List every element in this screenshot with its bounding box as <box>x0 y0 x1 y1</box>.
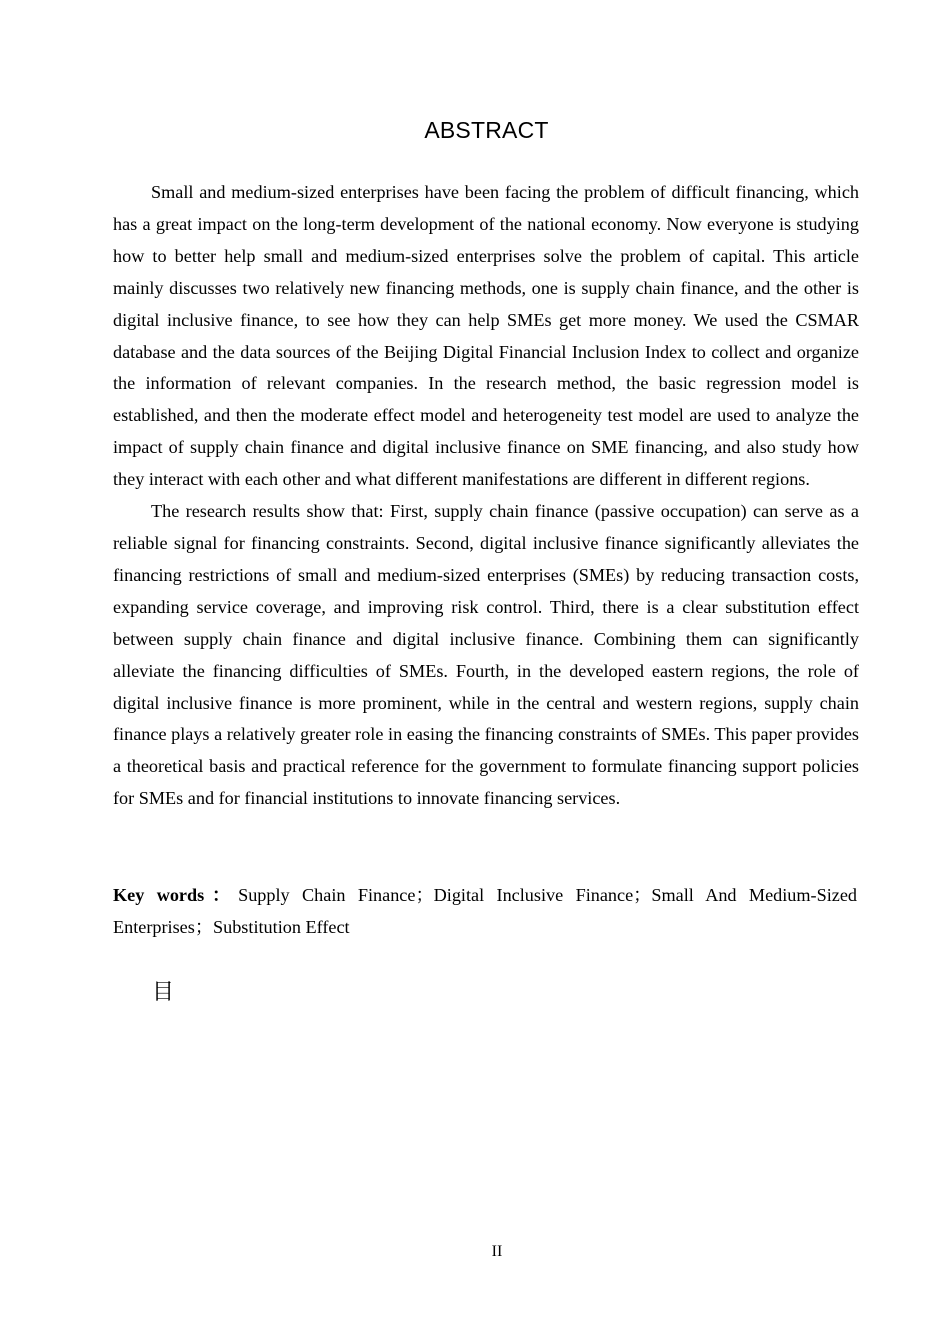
abstract-paragraph-1: Small and medium-sized enterprises have been facing the problem of difficult financing, which has a great impact on the long-term development of the national economy. Now everyone is studying how to better help small and medium-sized enterprises solve the problem of capital. This article mainly discusses two relatively new financing methods, one is supply chain finance, and the other is digital inclusive finance, to see how they can help SMEs get more money. We used the CSMAR database and the data sources of the Beijing Digital Financial Inclusion Index to collect and organize the information of relevant companies. In the research method, the basic regression model is established, and then the moderate effect model and heterogeneity test model are used to analyze the impact of supply chain finance and digital inclusive finance on SME financing, and also study how they interact with each other and what different manifestations are different in different regions. <box>113 182 859 490</box>
keywords-line <box>113 880 857 943</box>
abstract-body <box>113 177 859 815</box>
toc-heading: 目 <box>152 980 175 1005</box>
keywords-text: Supply Chain Finance；Digital Inclusive Finance；Small And Medium-Sized Enterprises；Substitution Effect <box>113 885 857 937</box>
abstract-paragraph-2: The research results show that: First, supply chain finance (passive occupation) can serve as a reliable signal for financing constraints. Second, digital inclusive finance significantly alleviates the financing restrictions of small and medium-sized enterprises (SMEs) by reducing transaction costs, expanding service coverage, and improving risk control. Third, there is a clear substitution effect between supply chain finance and digital inclusive finance. Combining them can significantly alleviate the financing difficulties of SMEs. Fourth, in the developed eastern regions, the role of digital inclusive finance is more prominent, while in the central and western regions, supply chain finance plays a relatively greater role in easing the financing constraints of SMEs. This paper provides a theoretical basis and practical reference for the government to formulate financing support policies for SMEs and for financial institutions to innovate financing services. <box>113 501 859 809</box>
page-number: II <box>491 1243 503 1260</box>
keywords-label: Key words： <box>113 885 239 905</box>
abstract-title: ABSTRACT <box>424 117 549 143</box>
